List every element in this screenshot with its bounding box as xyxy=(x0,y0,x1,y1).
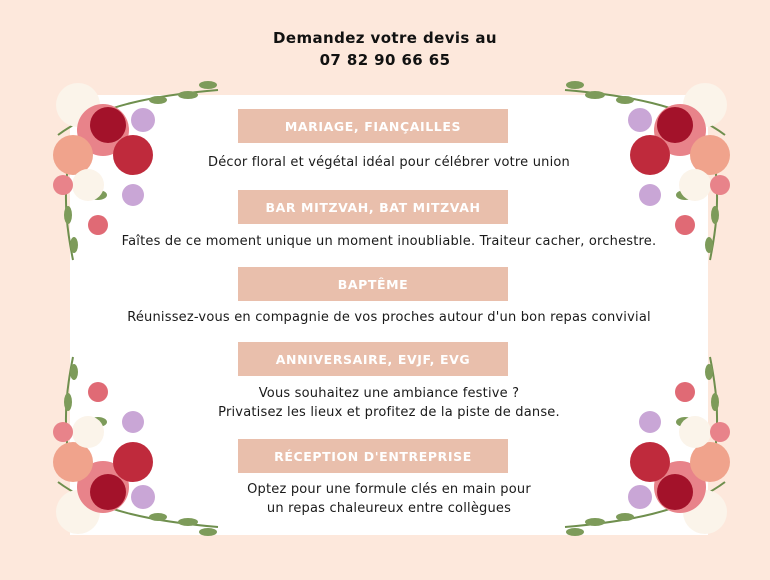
section-title: BAR MITZVAH, BAT MITZVAH xyxy=(265,199,481,215)
description-line: Privatisez les lieux et profitez de la piste de danse. xyxy=(218,405,560,420)
section-title: RÉCEPTION D'ENTREPRISE xyxy=(274,448,472,464)
description-line: Vous souhaitez une ambiance festive ? xyxy=(258,386,520,401)
section-banner-anniversaire xyxy=(238,342,508,376)
description-line: Réunissez-vous en compagnie de vos proches autour d'un bon repas convivial xyxy=(127,310,651,325)
section-title: ANNIVERSAIRE, EVJF, EVG xyxy=(275,351,471,367)
section-title: MARIAGE, FIANÇAILLES xyxy=(284,118,462,134)
flower-bouquet-icon xyxy=(560,45,745,265)
section-title: BAPTÊME xyxy=(337,276,409,292)
description-line: Décor floral et végétal idéal pour célébrer votre union xyxy=(207,155,570,170)
description-line: Optez pour une formule clés en main pour xyxy=(247,482,531,497)
phone-number[interactable]: 07 82 90 66 65 xyxy=(319,51,451,69)
description-line: un repas chaleureux entre collègues xyxy=(266,501,512,516)
section-banner-bar-mitzvah xyxy=(238,190,508,224)
flower-bouquet-icon xyxy=(38,352,223,572)
header-line: Demandez votre devis au xyxy=(273,29,497,47)
section-description xyxy=(70,308,708,327)
flower-bouquet-icon xyxy=(560,352,745,572)
flower-bouquet-icon xyxy=(38,45,223,265)
description-line: Faîtes de ce moment unique un moment inoubliable. Traiteur cacher, orchestre. xyxy=(121,234,657,249)
section-banner-bapteme xyxy=(238,267,508,301)
section-banner-reception xyxy=(238,439,508,473)
section-banner-mariage xyxy=(238,109,508,143)
